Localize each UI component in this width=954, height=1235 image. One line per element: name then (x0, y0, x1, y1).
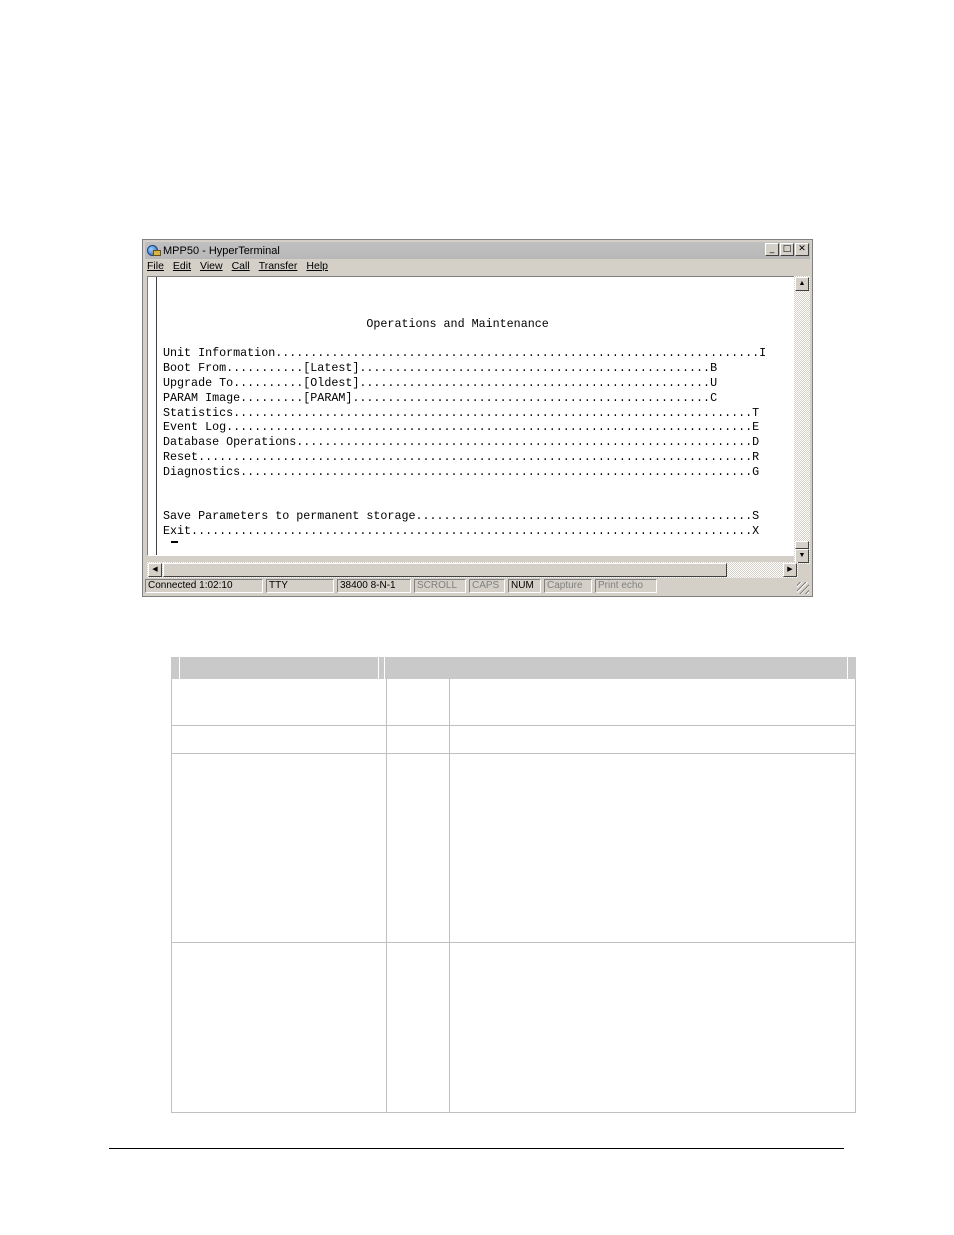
menu-transfer[interactable]: Transfer (258, 260, 298, 272)
table-header (171, 657, 856, 679)
terminal-line: Reset...............................................................................R (163, 449, 760, 464)
minimize-button[interactable]: _ (765, 243, 779, 256)
terminal-line: Diagnostics.........................................................................G (163, 464, 760, 479)
title-bar[interactable] (145, 242, 810, 259)
footer-rule (109, 1148, 844, 1149)
horizontal-scroll-thumb[interactable] (163, 563, 727, 577)
terminal-line: Save Parameters to permanent storage................................................S (163, 509, 760, 524)
scroll-up-arrow-icon[interactable]: ▲ (795, 277, 809, 291)
maximize-button[interactable]: □ (780, 243, 794, 256)
terminal-line: PARAM Image.........[PARAM]...................................................C (163, 390, 718, 405)
close-button[interactable]: ✕ (795, 243, 809, 256)
resize-grip-icon[interactable] (797, 582, 809, 594)
table-row (171, 726, 856, 754)
status-connected: Connected 1:02:10 (145, 579, 263, 593)
terminal-line: Exit................................................................................X (163, 523, 760, 538)
status-num: NUM (508, 579, 541, 593)
status-capture: Capture (544, 579, 592, 593)
table-row (171, 943, 856, 1113)
terminal-text (163, 302, 766, 539)
terminal-line: Upgrade To..........[Oldest]..................................................U (163, 375, 718, 390)
scroll-down-arrow-icon[interactable]: ▼ (795, 549, 809, 563)
status-scroll: SCROLL (414, 579, 466, 593)
scroll-right-arrow-icon[interactable]: ▶ (783, 563, 797, 577)
menu-help[interactable]: Help (306, 260, 329, 272)
horizontal-scrollbar[interactable] (147, 562, 798, 578)
table-row (171, 679, 856, 726)
status-caps: CAPS (469, 579, 505, 593)
terminal-line: Event Log...........................................................................E (163, 420, 760, 435)
status-bar (145, 579, 810, 595)
vertical-scroll-thumb[interactable] (795, 541, 809, 549)
status-port-settings: 38400 8-N-1 (337, 579, 411, 593)
terminal-line: Unit Information.....................................................................I (163, 346, 767, 361)
menu-bar (147, 260, 328, 275)
menu-view[interactable]: View (200, 260, 223, 272)
window-title: MPP50 - HyperTerminal (163, 244, 280, 257)
terminal-line: Database Operations.................................................................D (163, 435, 760, 450)
terminal-area[interactable] (147, 276, 798, 556)
table-row (171, 754, 856, 943)
terminal-line: Statistics..........................................................................T (163, 405, 760, 420)
scroll-left-arrow-icon[interactable]: ◀ (148, 563, 162, 577)
hyperterminal-icon (147, 244, 161, 257)
terminal-line: Boot From...........[Latest]..................................................B (163, 361, 718, 376)
hyperterminal-window (142, 239, 813, 597)
status-emulation: TTY (266, 579, 334, 593)
status-print-echo: Print echo (595, 579, 657, 593)
menu-edit[interactable]: Edit (172, 260, 192, 272)
menu-call[interactable]: Call (231, 260, 250, 272)
text-cursor (171, 541, 178, 543)
command-table (171, 657, 856, 1113)
terminal-line: Operations and Maintenance (163, 316, 549, 331)
vertical-scrollbar[interactable] (794, 276, 810, 564)
menu-file[interactable]: File (147, 260, 164, 272)
